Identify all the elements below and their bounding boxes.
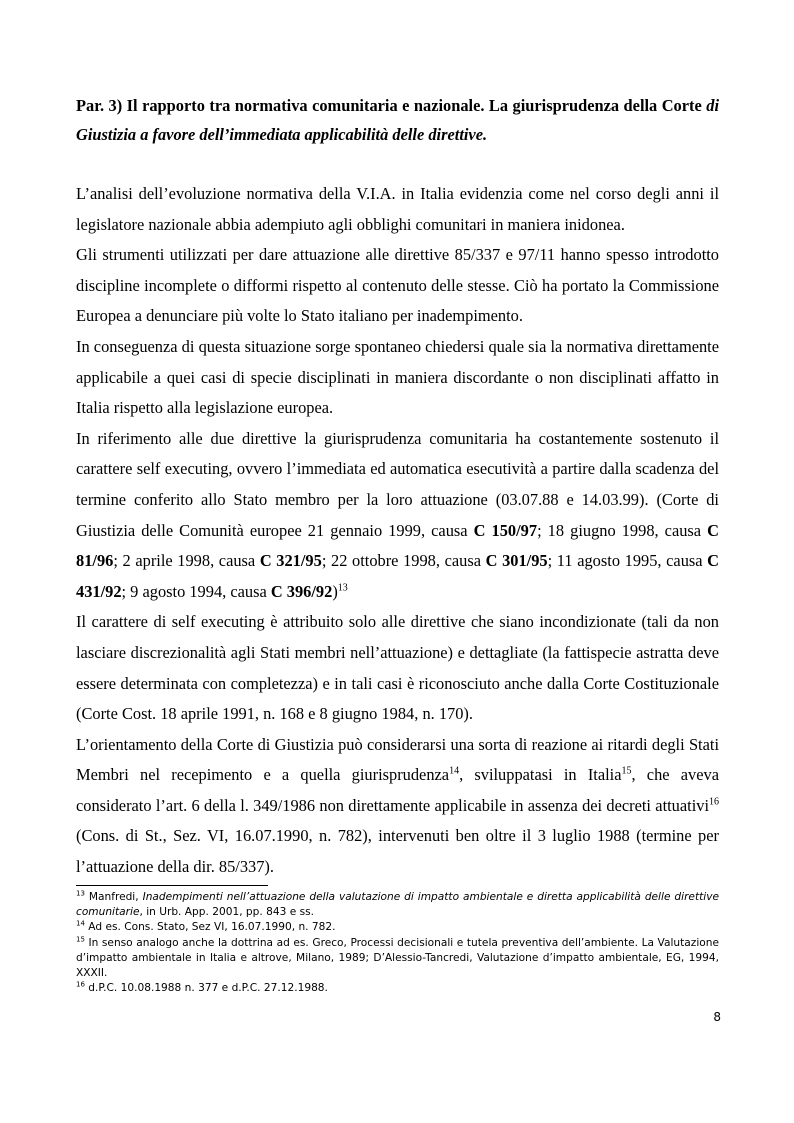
p4-text-6: ; 9 agosto 1994, causa — [121, 581, 271, 601]
footnote-number-16: 16 — [76, 980, 85, 989]
p4-text-1: In riferimento alle due direttive la giurisprudenza comunitaria ha costantemente sostenuto il carattere self executing, ovvero l’immediata ed automatica esecutività a partire dalla scadenza del termine conferito allo Stato membro per la loro attuazione (03.07.88 e 14.03.99). (Corte di Giustizia delle Comunità europee 21 gennaio 1999, causa — [76, 428, 719, 540]
footnote-number-14: 14 — [76, 919, 85, 928]
footnote-ref-13[interactable]: 13 — [337, 582, 348, 594]
p4-text-2: ; 18 giugno 1998, causa — [537, 520, 708, 540]
p6-text-4: (Cons. di St., Sez. VI, 16.07.1990, n. 782), intervenuti ben oltre il 3 luglio 1988 (termine per l’attuazione della dir. 85/337). — [76, 826, 719, 877]
footnote-number-15: 15 — [76, 935, 85, 944]
footnote-16-text: d.P.C. 10.08.1988 n. 377 e d.P.C. 27.12.1988. — [84, 982, 328, 995]
p4-text-5: ; 11 agosto 1995, causa — [547, 551, 708, 571]
footnote-15-text: In senso analogo anche la dottrina ad es. Greco, Processi decisionali e tutela preventiva dell’ambiente. La Valutazione d’impatto ambientale in Italia e altrove, Milano, 1989; D’Alessio-Tancredi, Valutazione d’impatto ambientale, EG, 1994, XXXII. — [76, 936, 719, 980]
p6-text-2: , sviluppatasi in Italia — [459, 765, 622, 785]
paragraph-1: L’analisi dell’evoluzione normativa della V.I.A. in Italia evidenzia come nel corso degli anni il legislatore nazionale abbia adempiuto agli obblighi comunitari in maniera inidonea. — [76, 184, 719, 234]
paragraph-4 — [76, 424, 719, 608]
footnote-ref-14[interactable]: 14 — [449, 765, 460, 777]
p6-text-3: , che aveva considerato l’art. 6 della l. 349/1986 non direttamente applicabile in assenza dei decreti attuativi — [76, 765, 719, 815]
case-ref-2: C 81/96 — [76, 520, 719, 571]
p4-text-7: ) — [332, 581, 338, 601]
p4-text-3: ; 2 aprile 1998, causa — [113, 551, 260, 571]
body-text — [76, 179, 719, 883]
footnote-15 — [76, 936, 719, 982]
footnote-14-text: Ad es. Cons. Stato, Sez VI, 16.07.1990, n. 782. — [84, 921, 336, 934]
p6-text-1: L’orientamento della Corte di Giustizia può considerarsi una sorta di reazione ai ritardi degli Stati Membri nel recepimento e a quella giurisprudenza — [76, 734, 719, 785]
case-ref-1: C 150/97 — [473, 520, 538, 540]
heading-bold: Par. 3) Il rapporto tra normativa comunitaria e nazionale. La giurisprudenza della Corte — [76, 96, 702, 115]
page-number: 8 — [713, 1010, 721, 1024]
paragraph-3: In conseguenza di questa situazione sorge spontaneo chiedersi quale sia la normativa direttamente applicabile a quei casi di specie disciplinati in maniera discordante o non disciplinati affatto in Italia rispetto alla legislazione europea. — [76, 336, 719, 418]
footnotes — [76, 890, 719, 996]
case-ref-4: C 301/95 — [485, 551, 548, 571]
footnote-13-title: Inadempimenti nell’attuazione della valutazione di impatto ambientale e diretta applicabilità delle direttive comunitarie — [76, 891, 719, 919]
footnote-number-13: 13 — [76, 889, 85, 898]
footnote-13-text-2: , in Urb. App. 2001, pp. 843 e ss. — [139, 906, 314, 919]
p4-text-4: ; 22 ottobre 1998, causa — [321, 551, 486, 571]
footnote-divider — [76, 885, 268, 886]
heading-italic: di Giustizia a favore dell’immediata applicabilità delle direttive. — [76, 96, 719, 144]
case-ref-5: C 431/92 — [76, 551, 720, 601]
case-ref-3: C 321/95 — [259, 551, 322, 571]
footnote-13 — [76, 890, 719, 920]
footnote-ref-16[interactable]: 16 — [709, 796, 719, 808]
footnote-ref-15[interactable]: 15 — [621, 765, 632, 777]
footnote-14 — [76, 920, 719, 935]
section-heading — [76, 91, 719, 149]
paragraph-2: Gli strumenti utilizzati per dare attuazione alle direttive 85/337 e 97/11 hanno spesso introdotto discipline incomplete o difformi rispetto al contenuto delle stesse. Ciò ha portato la Commissione Europea a denunciare più volte lo Stato italiano per inadempimento. — [76, 245, 719, 326]
case-ref-6: C 396/92 — [270, 581, 333, 601]
paragraph-6 — [76, 730, 719, 883]
footnote-16 — [76, 981, 719, 996]
footnote-13-text-1: Manfredi, — [84, 891, 143, 903]
paragraph-5: Il carattere di self executing è attribuito solo alle direttive che siano incondizionate (tali da non lasciare discrezionalità agli Stati membri nell’attuazione) e dettagliate (la fattispecie astratta deve essere determinata con completezza) e in tali casi è riconosciuto anche dalla Corte Costituzionale (Corte Cost. 18 aprile 1991, n. 168 e 8 giugno 1984, n. 170). — [76, 612, 719, 724]
